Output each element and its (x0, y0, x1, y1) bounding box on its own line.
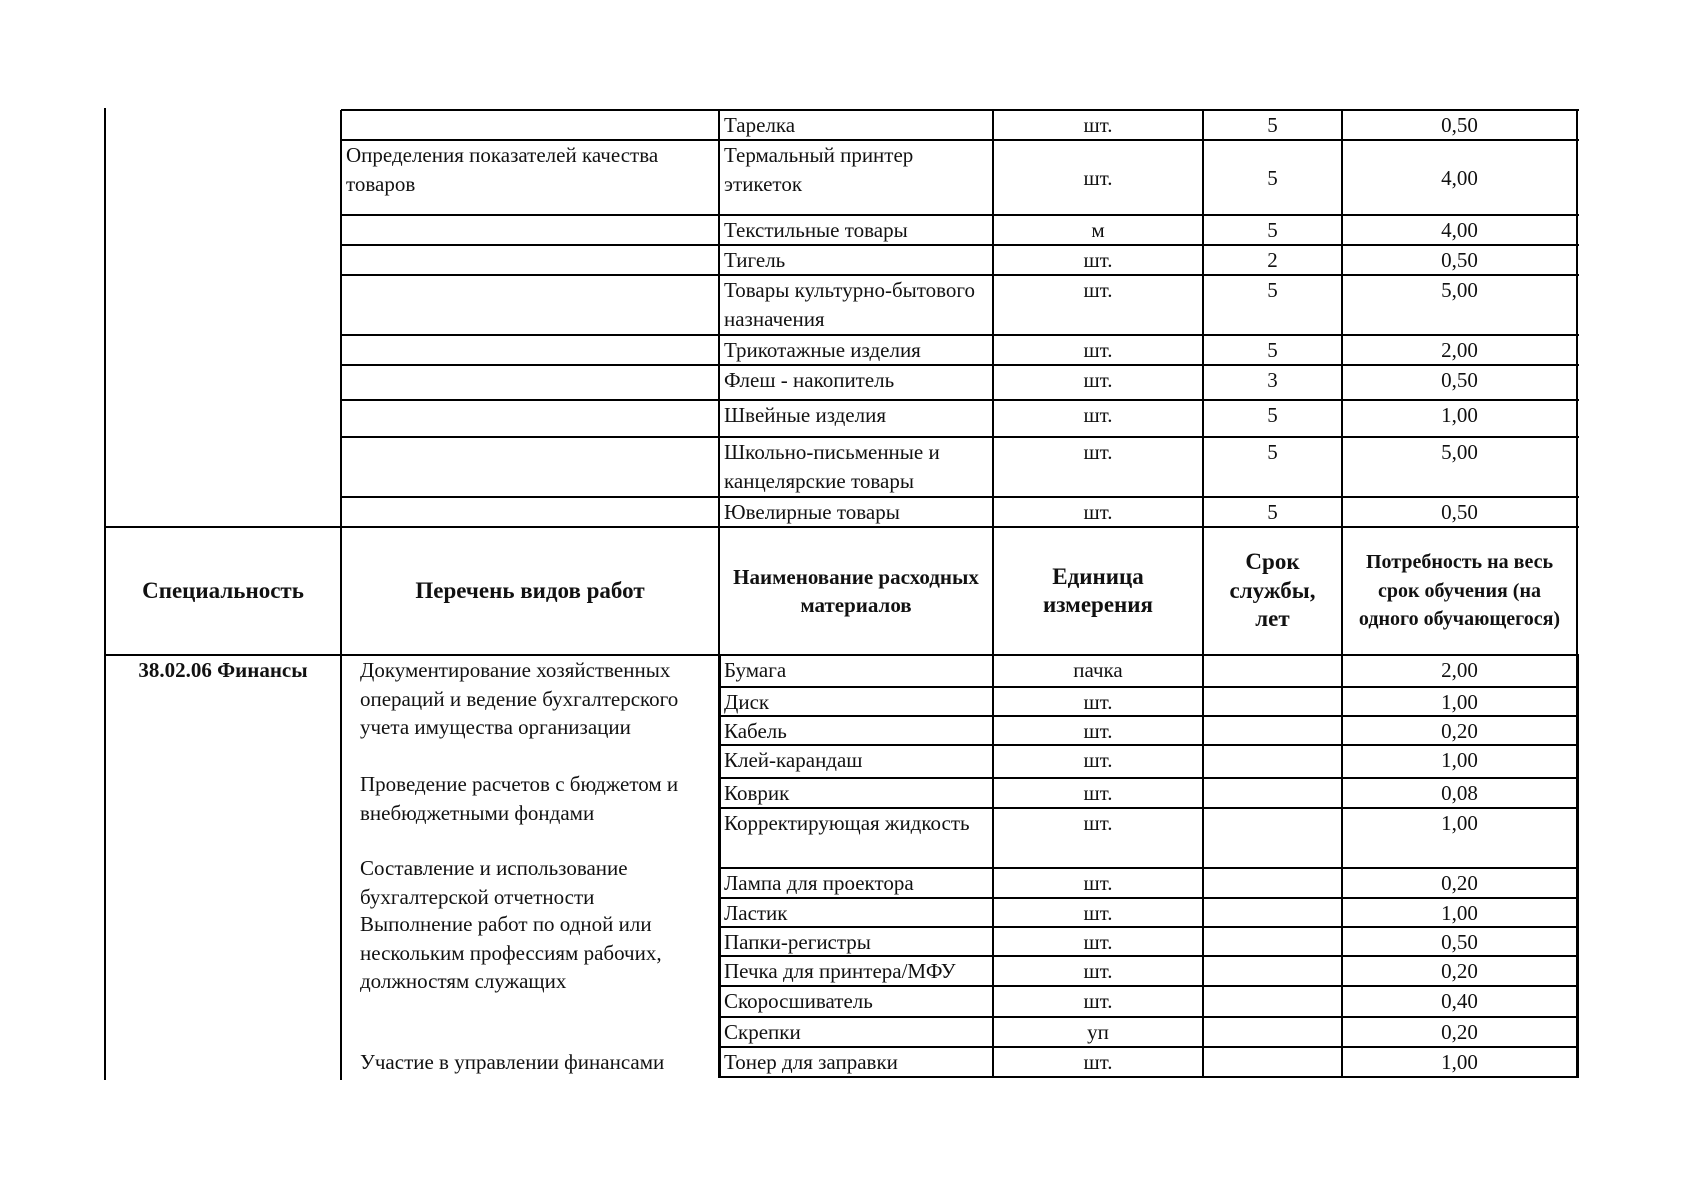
material-cell-text: Трикотажные изделия (724, 338, 921, 362)
need-cell (1342, 437, 1577, 497)
need-cell (1342, 655, 1577, 687)
unit-cell-text: шт. (1083, 901, 1113, 925)
years-cell (1203, 868, 1342, 898)
header-need-text: Потребность на весь срок обучения (на одного обучающегося) (1358, 551, 1561, 631)
unit-cell (993, 986, 1203, 1017)
unit-cell-text: шт. (1083, 719, 1113, 743)
unit-cell-text: уп (1087, 1020, 1109, 1044)
need-cell-text: 0,50 (1441, 500, 1478, 524)
material-cell (719, 956, 993, 986)
material-cell-text: Диск (724, 690, 770, 714)
material-cell (719, 335, 993, 365)
work-item (341, 769, 719, 859)
material-cell-text: Коврик (724, 781, 790, 805)
need-cell (1342, 275, 1577, 335)
years-cell (1203, 927, 1342, 956)
unit-cell-text: шт. (1083, 248, 1113, 272)
material-cell-text: Тигель (724, 248, 786, 272)
need-cell-text: 0,20 (1441, 1020, 1478, 1044)
unit-cell-text: м (1091, 218, 1105, 242)
material-cell-text: Клей-карандаш (724, 748, 863, 772)
unit-cell-text: шт. (1083, 959, 1113, 983)
unit-cell-text: шт. (1083, 278, 1113, 302)
header-unit-text: Единица измерения (1043, 563, 1153, 617)
years-cell-text: 5 (1267, 113, 1278, 137)
unit-cell-text: шт. (1083, 338, 1113, 362)
need-cell-text: 0,50 (1441, 930, 1478, 954)
material-cell (719, 898, 993, 927)
years-cell (1203, 808, 1342, 868)
need-cell-text: 1,00 (1441, 1050, 1478, 1074)
unit-cell (993, 110, 1203, 140)
years-cell (1203, 245, 1342, 275)
unit-cell (993, 778, 1203, 808)
material-cell-text: Термальный принтер этикеток (724, 143, 914, 196)
unit-cell-text: шт. (1083, 989, 1113, 1013)
years-cell-text: 5 (1267, 403, 1278, 427)
material-cell-text: Папки-регистры (724, 930, 871, 954)
material-cell-text: Ластик (724, 901, 788, 925)
header-works (341, 527, 719, 655)
unit-cell-text: пачка (1073, 658, 1123, 682)
work-cell (341, 245, 719, 275)
material-cell (719, 778, 993, 808)
years-cell-text: 2 (1267, 248, 1278, 272)
material-cell (719, 687, 993, 716)
need-cell-text: 2,00 (1441, 338, 1478, 362)
need-cell-text: 5,00 (1441, 278, 1478, 302)
unit-cell-text: шт. (1083, 166, 1113, 190)
need-cell-text: 5,00 (1441, 440, 1478, 464)
header-material (719, 527, 993, 655)
material-cell (719, 245, 993, 275)
header-years-text: Срок службы, лет (1229, 549, 1316, 632)
specialty-cell-text: 38.02.06 Финансы (138, 658, 308, 682)
unit-cell-text: шт. (1083, 440, 1113, 464)
work-item-text: Составление и использование бухгалтерской отчетности (360, 856, 628, 909)
unit-cell (993, 335, 1203, 365)
unit-cell (993, 687, 1203, 716)
need-cell (1342, 365, 1577, 400)
material-cell-text: Кабель (724, 719, 787, 743)
years-cell (1203, 745, 1342, 778)
material-cell (719, 215, 993, 245)
need-cell-text: 0,20 (1441, 959, 1478, 983)
need-cell-text: 1,00 (1441, 748, 1478, 772)
material-cell (719, 437, 993, 497)
header-need (1342, 527, 1577, 655)
material-cell-text: Скоросшиватель (724, 989, 873, 1013)
need-cell (1342, 986, 1577, 1017)
work-cell (341, 215, 719, 245)
need-cell-text: 0,40 (1441, 989, 1478, 1013)
unit-cell (993, 868, 1203, 898)
material-cell (719, 1047, 993, 1077)
unit-cell (993, 716, 1203, 745)
unit-cell (993, 245, 1203, 275)
need-cell (1342, 140, 1577, 215)
need-cell (1342, 110, 1577, 140)
material-cell (719, 110, 993, 140)
need-cell-text: 1,00 (1441, 403, 1478, 427)
unit-cell (993, 1017, 1203, 1047)
material-cell-text: Текстильные товары (724, 218, 908, 242)
need-cell (1342, 245, 1577, 275)
unit-cell (993, 745, 1203, 778)
need-cell (1342, 716, 1577, 745)
need-cell-text: 4,00 (1441, 166, 1478, 190)
years-cell (1203, 1017, 1342, 1047)
unit-cell-text: шт. (1083, 113, 1113, 137)
material-cell-text: Тонер для заправки (724, 1050, 898, 1074)
need-cell-text: 1,00 (1441, 811, 1478, 835)
need-cell (1342, 400, 1577, 437)
header-works-text: Перечень видов работ (415, 577, 645, 603)
work-item (341, 1047, 719, 1137)
material-cell-text: Товары культурно-бытового назначения (724, 278, 975, 331)
material-cell-text: Тарелка (724, 113, 796, 137)
need-cell-text: 0,50 (1441, 368, 1478, 392)
years-cell-text: 5 (1267, 278, 1278, 302)
need-cell (1342, 956, 1577, 986)
years-cell-text: 5 (1267, 166, 1278, 190)
years-cell (1203, 400, 1342, 437)
need-cell-text: 2,00 (1441, 658, 1478, 682)
unit-cell-text: шт. (1083, 748, 1113, 772)
need-cell-text: 1,00 (1441, 901, 1478, 925)
unit-cell (993, 275, 1203, 335)
need-cell (1342, 808, 1577, 868)
work-cell-text: Определения показателей качества товаров (346, 143, 659, 196)
unit-cell (993, 808, 1203, 868)
work-item-text: Проведение расчетов с бюджетом и внебюджетными фондами (360, 772, 679, 825)
unit-cell (993, 898, 1203, 927)
need-cell (1342, 745, 1577, 778)
years-cell (1203, 140, 1342, 215)
need-cell (1342, 927, 1577, 956)
material-cell-text: Печка для принтера/МФУ (724, 959, 956, 983)
need-cell (1342, 497, 1577, 527)
specialty-cell (105, 655, 341, 695)
material-cell (719, 1017, 993, 1047)
work-cell (341, 497, 719, 527)
years-cell (1203, 497, 1342, 527)
material-cell-text: Скрепки (724, 1020, 801, 1044)
material-cell (719, 655, 993, 687)
unit-cell-text: шт. (1083, 368, 1113, 392)
need-cell-text: 4,00 (1441, 218, 1478, 242)
work-item (341, 909, 719, 999)
material-cell (719, 927, 993, 956)
need-cell (1342, 1047, 1577, 1077)
years-cell (1203, 986, 1342, 1017)
material-cell-text: Флеш - накопитель (724, 368, 895, 392)
years-cell-text: 3 (1267, 368, 1278, 392)
need-cell (1342, 868, 1577, 898)
need-cell-text: 0,20 (1441, 719, 1478, 743)
unit-cell (993, 655, 1203, 687)
material-cell (719, 868, 993, 898)
work-cell (341, 437, 719, 497)
need-cell (1342, 898, 1577, 927)
work-cell (341, 365, 719, 400)
material-cell (719, 986, 993, 1017)
need-cell-text: 0,50 (1441, 113, 1478, 137)
years-cell (1203, 778, 1342, 808)
unit-cell (993, 140, 1203, 215)
header-material-text: Наименование расходных материалов (733, 564, 979, 617)
need-cell-text: 0,08 (1441, 781, 1478, 805)
unit-cell-text: шт. (1083, 403, 1113, 427)
work-item-text: Выполнение работ по одной или нескольким профессиям рабочих, должностям служащих (360, 912, 662, 993)
unit-cell-text: шт. (1083, 871, 1113, 895)
material-cell (719, 140, 993, 215)
material-cell (719, 716, 993, 745)
years-cell-text: 5 (1267, 338, 1278, 362)
need-cell-text: 0,20 (1441, 871, 1478, 895)
need-cell (1342, 687, 1577, 716)
material-cell (719, 497, 993, 527)
years-cell (1203, 1047, 1342, 1077)
unit-cell (993, 400, 1203, 437)
unit-cell (993, 956, 1203, 986)
material-cell-text: Школьно-письменные и канцелярские товары (724, 440, 940, 493)
work-cell (341, 110, 719, 140)
work-item-text: Документирование хозяйственных операций и ведение бухгалтерского учета имущества организации (360, 658, 679, 739)
material-cell-text: Ювелирные товары (724, 500, 900, 524)
years-cell (1203, 110, 1342, 140)
years-cell (1203, 716, 1342, 745)
years-cell (1203, 365, 1342, 400)
header-specialty-text: Специальность (142, 577, 304, 603)
unit-cell (993, 437, 1203, 497)
material-cell (719, 808, 993, 868)
years-cell-text: 5 (1267, 440, 1278, 464)
years-cell (1203, 655, 1342, 687)
unit-cell-text: шт. (1083, 781, 1113, 805)
unit-cell (993, 927, 1203, 956)
need-cell-text: 1,00 (1441, 690, 1478, 714)
header-years (1203, 527, 1342, 655)
header-unit (993, 527, 1203, 655)
header-specialty (105, 527, 341, 655)
material-cell-text: Лампа для проектора (724, 871, 914, 895)
material-cell-text: Швейные изделия (724, 403, 886, 427)
work-cell (341, 140, 719, 215)
unit-cell (993, 365, 1203, 400)
work-cell (341, 400, 719, 437)
years-cell (1203, 335, 1342, 365)
need-cell (1342, 1017, 1577, 1047)
unit-cell-text: шт. (1083, 811, 1113, 835)
need-cell-text: 0,50 (1441, 248, 1478, 272)
years-cell (1203, 275, 1342, 335)
years-cell (1203, 898, 1342, 927)
need-cell (1342, 778, 1577, 808)
years-cell (1203, 437, 1342, 497)
unit-cell-text: шт. (1083, 690, 1113, 714)
material-cell (719, 365, 993, 400)
work-item (341, 655, 719, 745)
years-cell (1203, 215, 1342, 245)
work-cell (341, 275, 719, 335)
years-cell-text: 5 (1267, 218, 1278, 242)
material-cell-text: Бумага (724, 658, 787, 682)
work-item-text: Участие в управлении финансами (360, 1050, 665, 1074)
unit-cell-text: шт. (1083, 930, 1113, 954)
years-cell (1203, 687, 1342, 716)
material-cell-text: Корректирующая жидкость (724, 811, 970, 835)
material-cell (719, 400, 993, 437)
need-cell (1342, 215, 1577, 245)
unit-cell (993, 1047, 1203, 1077)
unit-cell-text: шт. (1083, 1050, 1113, 1074)
unit-cell-text: шт. (1083, 500, 1113, 524)
years-cell-text: 5 (1267, 500, 1278, 524)
work-cell (341, 335, 719, 365)
need-cell (1342, 335, 1577, 365)
material-cell (719, 275, 993, 335)
unit-cell (993, 215, 1203, 245)
years-cell (1203, 956, 1342, 986)
unit-cell (993, 497, 1203, 527)
material-cell (719, 745, 993, 778)
